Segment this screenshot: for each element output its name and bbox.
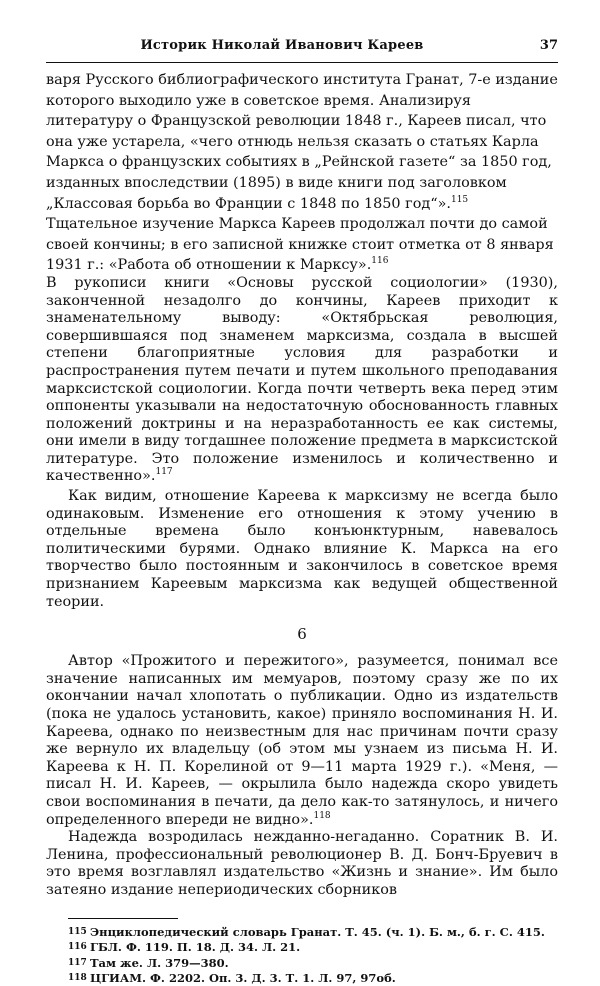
footnote-number: 118 — [68, 973, 87, 984]
paragraph-text: Надежда возродилась нежданно-негаданно. Соратник В. И. Ленина, профессиональный революционер В. Д. Бонч-Бруевич в это время возглавлял издательство «Жизнь и знание». Им было затеяно издание непериодических сборников — [46, 829, 558, 898]
footnote — [68, 940, 558, 955]
footnote — [68, 925, 558, 940]
footnote-text: Энциклопедический словарь Гранат. Т. 45. (ч. 1). Б. м., б. г. С. 415. — [90, 924, 545, 939]
paragraph-text: Тщательное изучение Маркса Кареев продолжал почти до самой своей кончины; в его записной книжке стоит отметка от 8 января 1931 г.: «Работа об отношении к Марксу». — [46, 216, 554, 274]
section-number: 6 — [297, 625, 307, 644]
paragraph-text: Автор «Прожитого и пережитого», разумеется, понимал все значение написанных им мемуаров, поэтому сразу же по их окончании начал хлопотать о публикации. Одно из издательств (пока не удалось установить, какое) приняло воспоминания Н. И. Кареева, однако по неизвестным для нас причинам почти сразу же вернуло их владельцу (об этом мы узнаем из письма Н. И. Кареева к Н. П. Корелиной от 9—11 марта 1929 г.). «Меня, — писал Н. И. Кареев, — окрылила было надежда скоро увидеть свои воспоминания в печати, да дело как-то затянулось, и ничего определенного впереди не видно». — [46, 653, 558, 828]
footnote-number: 116 — [68, 942, 87, 953]
footnote-ref: 117 — [155, 467, 173, 478]
paragraph — [46, 653, 558, 829]
footnote-ref: 116 — [371, 256, 389, 267]
footnotes — [46, 925, 558, 986]
footnote — [68, 971, 558, 986]
paragraph — [46, 72, 558, 212]
footnote-ref: 118 — [313, 810, 331, 821]
footnote-divider — [68, 918, 178, 919]
paragraph — [46, 216, 554, 273]
paragraph-text: Как видим, отношение Кареева к марксизму не всегда было одинаковым. Изменение его отношения к этому учению в отдельные времена было конъюнктурным, навевалось политическими бурями. Однако влияние К. Маркса на его творчество было постоянным и закончилось в советское время признанием Кареевым марксизма как ведущей общественной теории. — [46, 488, 558, 610]
running-title: Историк Николай Иванович Кареев — [140, 38, 424, 53]
paragraph-text: В рукописи книги «Основы русской социологии» (1930), законченной незадолго до кончины, Кареев приходит к знаменательному выводу: «Октябрьская революция, совершившаяся под знаменем марксизма, создала в высшей степени благоприятные условия для разработки и распространения путем печати и путем школьного преподавания марксистской социологии. Когда почти четверть века перед этим оппоненты указывали на недостаточную обоснованность главных положений доктрины и на неразработанность ее как системы, они имели в виду тогдашнее положение предмета в марксистской литературе. Это положение изменилось и количественно и качественно». — [46, 274, 558, 485]
running-header — [46, 38, 558, 63]
footnote-text: Там же. Л. 379—380. — [90, 955, 229, 970]
paragraph-text: варя Русского библиографического института Гранат, 7-е издание которого выходило уже в советское время. Анализируя литературу о Французской революции 1848 г., Кареев писал, что она уже устарела, «чего отнюдь нельзя сказать о статьях Карла Маркса о французских событиях в „Рейнской газете“ за 1850 год, изданных впоследствии (1895) в виде книги под заголовком „Классовая борьба во Франции с 1848 по 1850 год“». — [46, 72, 558, 212]
footnote-ref: 115 — [450, 194, 469, 205]
paragraph — [46, 488, 558, 611]
footnote-number: 115 — [68, 926, 87, 937]
paragraph — [46, 829, 558, 899]
footnote-text: ГБЛ. Ф. 119. П. 18. Д. 34. Л. 21. — [90, 940, 301, 955]
page-number: 37 — [539, 38, 558, 53]
paragraph — [46, 275, 558, 486]
footnote — [68, 956, 558, 971]
footnote-number: 117 — [68, 957, 87, 968]
footnote-text: ЦГИАМ. Ф. 2202. Оп. 3. Д. 3. Т. 1. Л. 97, 97об. — [90, 971, 396, 986]
page-body — [46, 69, 558, 900]
